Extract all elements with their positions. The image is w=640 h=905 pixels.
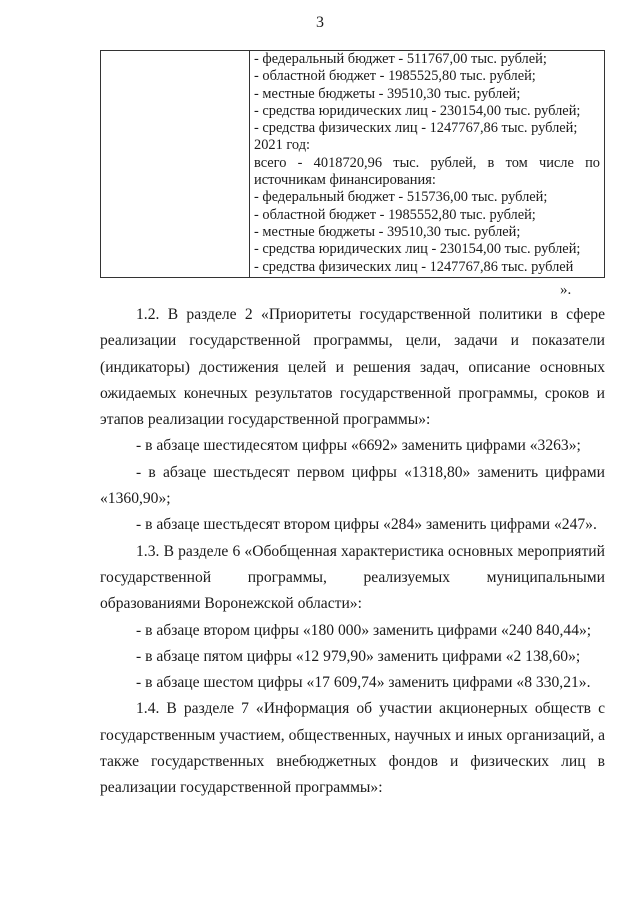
table-line: - федеральный бюджет - 515736,00 тыс. рублей; (254, 189, 548, 206)
table-line: - федеральный бюджет - 511767,00 тыс. рублей; (254, 51, 547, 67)
funding-table (100, 50, 605, 278)
table-right-cell (254, 51, 600, 276)
section-1-2-item: - в абзаце шестьдесят первом цифры «1318,80» заменить цифрами «1360,90»; (100, 463, 605, 508)
table-line-total: всего - 4018720,96 тыс. рублей, в том числе по (254, 154, 600, 171)
table-line: - средства физических лиц - 1247767,86 тыс. рублей (254, 258, 574, 275)
table-line: - областной бюджет - 1985552,80 тыс. рублей; (254, 206, 536, 223)
table-line: - областной бюджет - 1985525,80 тыс. рублей; (254, 68, 536, 85)
section-1-4-intro: 1.4. В разделе 7 «Информация об участии акционерных обществ с государственным участием, общественных, научных и иных организаций, а также государственных внебюджетных фондов и физических лиц в реализации государственной программы»: (100, 700, 605, 797)
section-1-3-intro: 1.3. В разделе 6 «Обобщенная характеристика основных мероприятий государственной программы, реализуемых муниципальными образованиями Воронежской области»: (100, 542, 605, 613)
section-1-2-item: - в абзаце шестидесятом цифры «6692» заменить цифрами «3263»; (136, 437, 581, 455)
section-1-2-item: - в абзаце шестьдесят втором цифры «284» заменить цифрами «247». (136, 516, 597, 534)
table-line: - средства физических лиц - 1247767,86 тыс. рублей; (254, 120, 578, 137)
table-line-year: 2021 год: (254, 137, 311, 154)
table-left-cell (101, 51, 250, 277)
table-line: - средства юридических лиц - 230154,00 тыс. рублей; (254, 102, 581, 119)
table-line: - средства юридических лиц - 230154,00 тыс. рублей; (254, 241, 581, 258)
table-line: - местные бюджеты - 39510,30 тыс. рублей; (254, 85, 521, 102)
section-1-3-item: - в абзаце шестом цифры «17 609,74» заменить цифрами «8 330,21». (136, 674, 591, 692)
section-1-2-intro: 1.2. В разделе 2 «Приоритеты государственной политики в сфере реализации государственной программы, цели, задачи и показатели (индикаторы) достижения целей и решения задач, описание основных ожидаемых конечных результатов государственной программы, сроков и этапов реализации государственной программы»: (100, 306, 605, 429)
table-line: - местные бюджеты - 39510,30 тыс. рублей; (254, 223, 521, 240)
document-body (100, 302, 605, 802)
closing-quote: ». (560, 282, 572, 298)
section-1-3-item: - в абзаце втором цифры «180 000» заменить цифрами «240 840,44»; (136, 621, 592, 639)
section-1-3-item: - в абзаце пятом цифры «12 979,90» заменить цифрами «2 138,60»; (136, 647, 581, 665)
page-number: 3 (316, 14, 324, 31)
table-line: источникам финансирования: (254, 172, 436, 189)
